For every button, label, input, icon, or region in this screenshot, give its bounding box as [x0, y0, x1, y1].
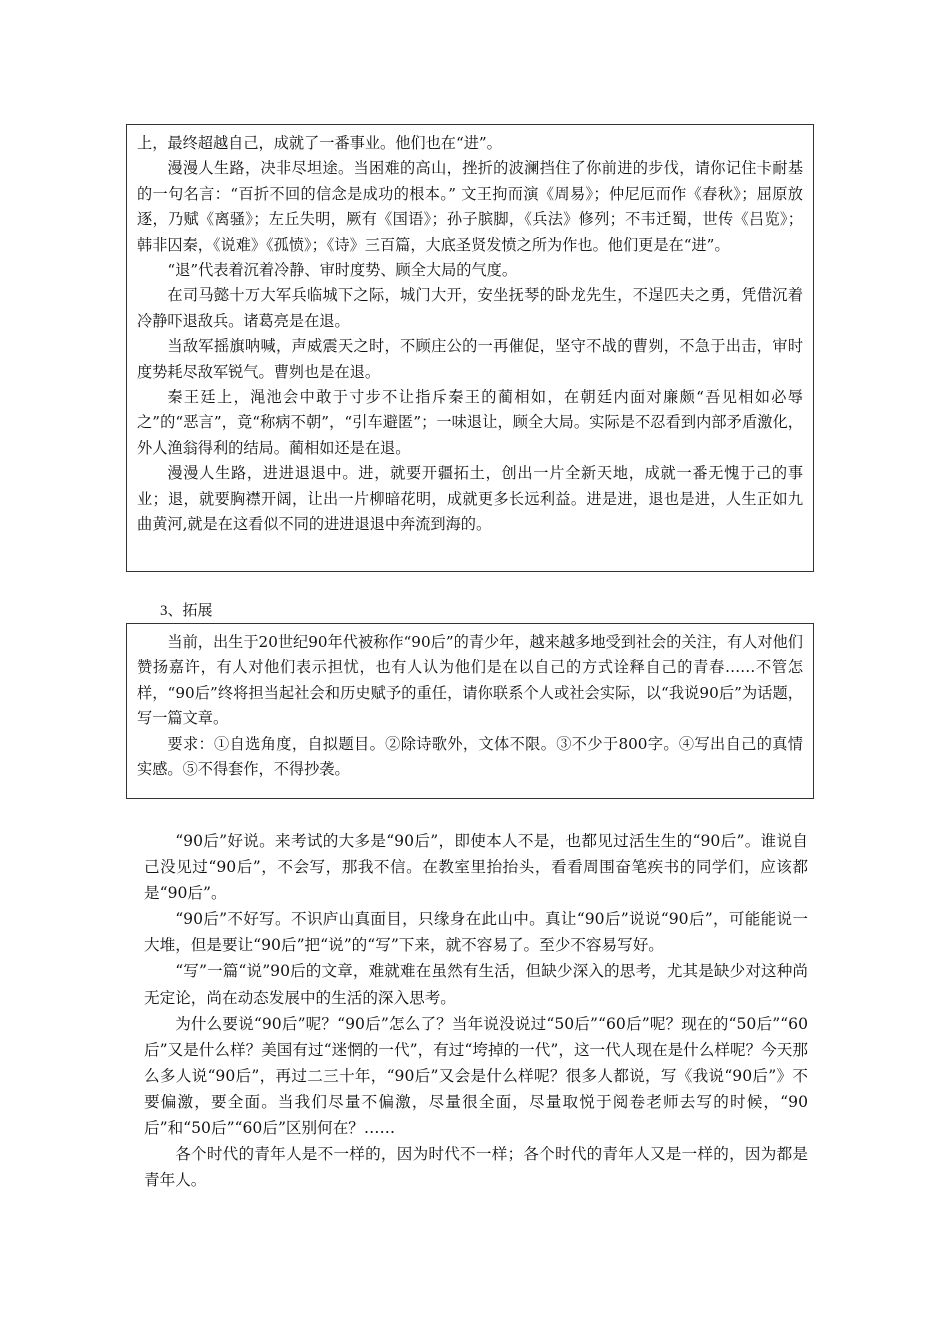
prompt-requirements: 要求：①自选角度，自拟题目。②除诗歌外，文体不限。③不少于800字。④写出自己的真情实感。⑤不得套作，不得抄袭。: [137, 734, 803, 779]
prompt-paragraph: 当前，出生于20世纪90年代被称作“90后”的青少年，越来越多地受到社会的关注，有人对他们赞扬嘉许，有人对他们表示担忧，也有人认为他们是在以自己的方式诠释自己的青春……不管怎样，“90后”终将担当起社会和历史赋予的重任，请你联系个人或社会实际，以“我说90后”为话题，写一篇文章。: [137, 633, 803, 728]
essay-paragraph: 在司马懿十万大军兵临城下之际，城门大开，安坐抚琴的卧龙先生，不逞匹夫之勇，凭借沉着冷静吓退敌兵。诸葛亮是在退。: [137, 286, 803, 330]
essay-paragraph: 漫漫人生路，决非尽坦途。当困难的高山，挫折的波澜挡住了你前进的步伐，请你记住卡耐基的一句名言：“百折不回的信念是成功的根本。” 文王拘而演《周易》；仲尼厄而作《春秋》；屈原放逐，乃赋《离骚》；左丘失明，厥有《国语》；孙子膑脚，《兵法》修列；不韦迁蜀，世传《吕览》；韩非囚秦，《说难》《孤愤》；《诗》三百篇，大底圣贤发愤之所为作也。他们更是在“进”。: [137, 159, 803, 254]
commentary-paragraph: 各个时代的青年人是不一样的，因为时代不一样；各个时代的青年人又是一样的，因为都是青年人。: [144, 1145, 808, 1190]
essay-paragraph: 上，最终超越自己，成就了一番事业。他们也在“进”。: [137, 134, 502, 152]
commentary-paragraph: 为什么要说“90后”呢？“90后”怎么了？当年说没说过“50后”“60后”呢？现在的“50后”“60后”又是什么样？美国有过“迷惘的一代”，有过“垮掉的一代”，这一代人现在是什么样呢？今天那么多人说“90后”，再过二三十年，“90后”又会是什么样呢？很多人都说，写《我说“90后”》不要偏激，要全面。当我们尽量不偏激，尽量很全面，尽量取悦于阅卷老师去写的时候，“90后”和“50后”“60后”区别何在？……: [144, 1014, 808, 1138]
essay-excerpt-box: [126, 124, 814, 572]
writing-prompt-box: [126, 623, 814, 799]
essay-paragraph: 秦王廷上，渑池会中敢于寸步不让指斥秦王的蔺相如，在朝廷内面对廉颇“吾见相如必辱之”的“恶言”，竟“称病不朝”，“引车避匿”；一味退让，顾全大局。实际是不忍看到内部矛盾激化，外人渔翁得利的结局。蔺相如还是在退。: [137, 388, 803, 457]
commentary-paragraph: “写”一篇“说”90后的文章，难就难在虽然有生活，但缺少深入的思考，尤其是缺少对这种尚无定论，尚在动态发展中的生活的深入思考。: [144, 962, 808, 1007]
essay-paragraph: 当敌军摇旗呐喊，声威震天之时，不顾庄公的一再催促，坚守不战的曹刿，不急于出击，审时度势耗尽敌军锐气。曹刿也是在退。: [137, 337, 803, 381]
commentary-text: [144, 828, 808, 1193]
section-title-extension: 3、拓展: [160, 603, 213, 619]
commentary-paragraph: “90后”好说。来考试的大多是“90后”，即使本人不是，也都见过活生生的“90后”。谁说自己没见过“90后”，不会写，那我不信。在教室里抬抬头，看看周围奋笔疾书的同学们，应该都是“90后”。: [144, 832, 808, 903]
essay-paragraph: “退”代表着沉着冷静、审时度势、顾全大局的气度。: [167, 261, 518, 280]
commentary-paragraph: “90后”不好写。不识庐山真面目，只缘身在此山中。真让“90后”说说“90后”，可能能说一大堆，但是要让“90后”把“说”的“写”下来，就不容易了。至少不容易写好。: [144, 910, 808, 955]
essay-paragraph: 漫漫人生路，进进退退中。进，就要开疆拓土，创出一片全新天地，成就一番无愧于己的事业；退，就要胸襟开阔，让出一片柳暗花明，成就更多长远利益。进是进，退也是进，人生正如九曲黄河,就是在这看似不同的进进退退中奔流到海的。: [137, 464, 803, 534]
